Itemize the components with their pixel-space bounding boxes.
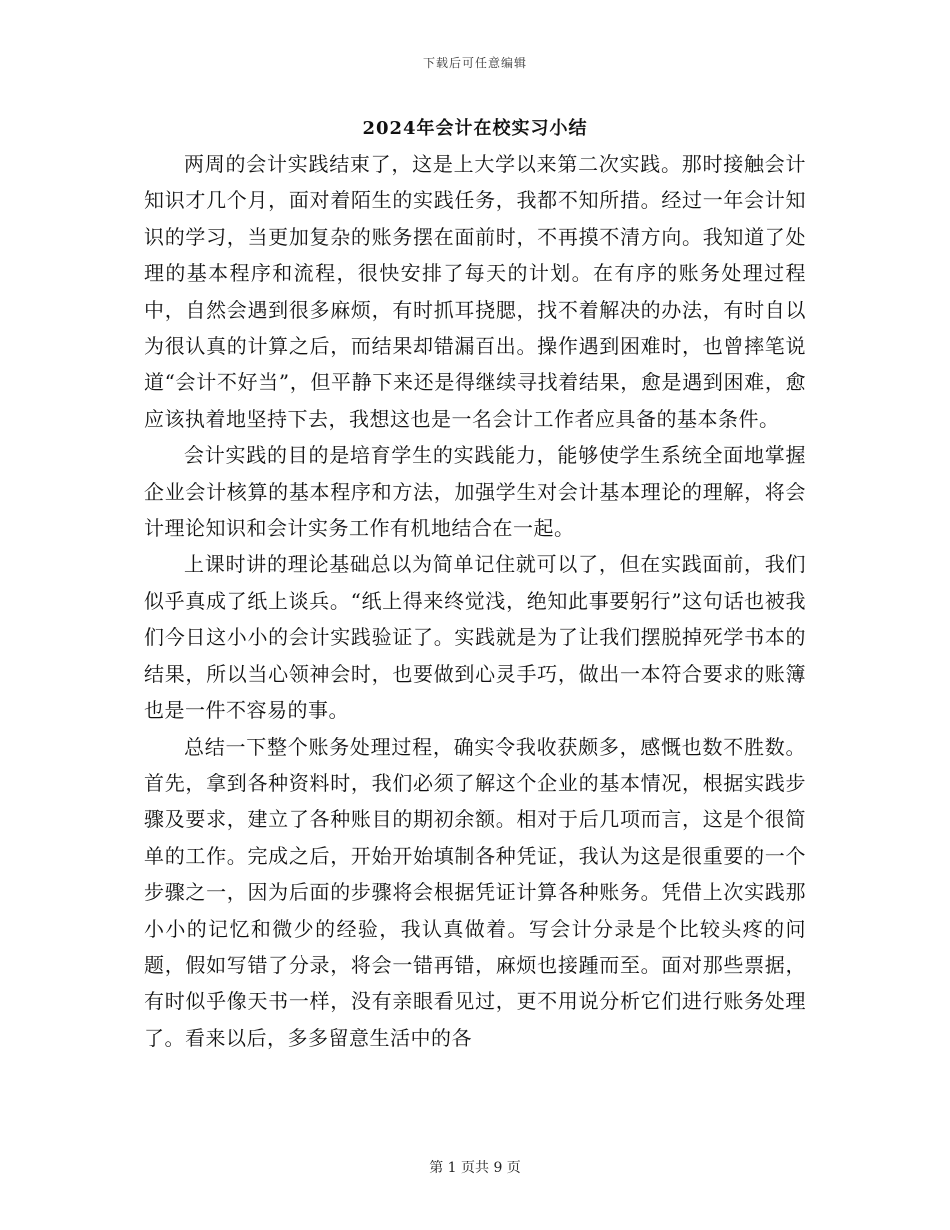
paragraph-3: 上课时讲的理论基础总以为简单记住就可以了，但在实践面前，我们似乎真成了纸上谈兵。“纸上得来终觉浅，绝知此事要躬行”这句话也被我们今日这小小的会计实践验证了。实践就是为了让我们摆脱掉死学书本的结果，所以当心领神会时，也要做到心灵手巧，做出一本符合要求的账簿也是一件不容易的事。	[144, 552, 806, 723]
document-body	[144, 146, 806, 1056]
paragraph-2: 会计实践的目的是培育学生的实践能力，能够使学生系统全面地掌握企业会计核算的基本程序和方法，加强学生对会计基本理论的理解，将会计理论知识和会计实务工作有机地结合在一起。	[144, 443, 806, 541]
paragraph-1: 两周的会计实践结束了，这是上大学以来第二次实践。那时接触会计知识才几个月，面对着陌生的实践任务，我都不知所措。经过一年会计知识的学习，当更加复杂的账务摆在面前时，不再摸不清方向。我知道了处理的基本程序和流程，很快安排了每天的计划。在有序的账务处理过程中，自然会遇到很多麻烦，有时抓耳挠腮，找不着解决的办法，有时自以为很认真的计算之后，而结果却错漏百出。操作遇到困难时，也曾摔笔说道“会计不好当”，但平静下来还是得继续寻找着结果，愈是遇到困难，愈应该执着地坚持下去，我想这也是一名会计工作者应具备的基本条件。	[144, 152, 806, 431]
page-number: 第 1 页共 9 页	[429, 1160, 521, 1176]
header-note: 下载后可任意编辑	[422, 56, 527, 70]
document-title: 2024年会计在校实习小结	[362, 118, 588, 139]
paragraph-4: 总结一下整个账务处理过程，确实令我收获颇多，感慨也数不胜数。首先，拿到各种资料时，我们必须了解这个企业的基本情况，根据实践步骤及要求，建立了各种账目的期初余额。相对于后几项而言，这是个很简单的工作。完成之后，开始开始填制各种凭证，我认为这是很重要的一个步骤之一，因为后面的步骤将会根据凭证计算各种账务。凭借上次实践那小小的记忆和微少的经验，我认真做着。写会计分录是个比较头疼的问题，假如写错了分录，将会一错再错，麻烦也接踵而至。面对那些票据，有时似乎像天书一样，没有亲眼看见过，更不用说分析它们进行账务处理了。看来以后，多多留意生活中的各	[144, 734, 806, 1050]
